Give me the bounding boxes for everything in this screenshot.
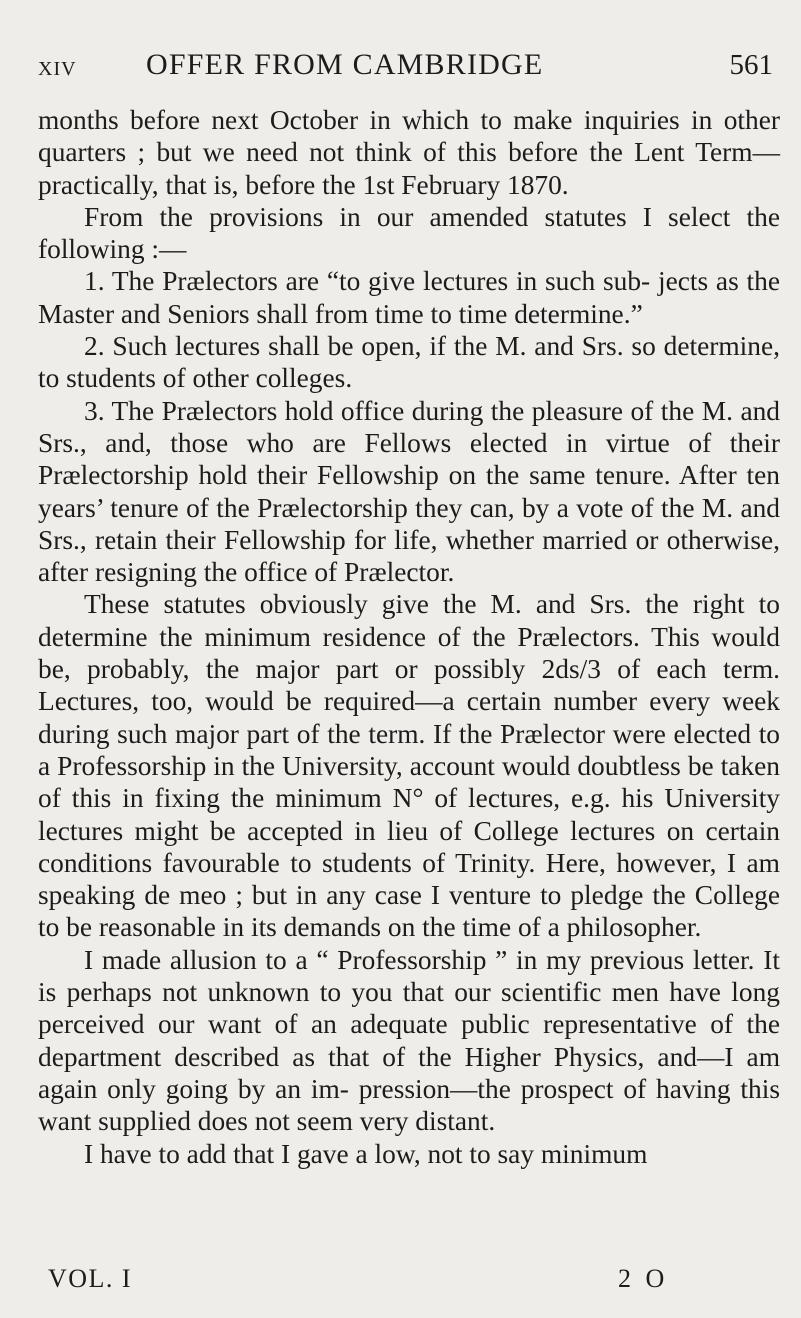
paragraph-professorship: I made allusion to a “ Professorship ” in my previous letter. It is perhaps not unknown to you that our scientific men have long perceived our want of an adequate public representative of the department described as that of the Higher Physics, and—I am again only going by an im- pression—the prospect of having this want supplied does not seem very distant. (38, 944, 780, 1137)
paragraph-statute-1: 1. The Prælectors are “to give lectures in such sub- jects as the Master and Seniors shall from time to time determine.” (38, 266, 780, 329)
chapter-number: XIV (38, 58, 77, 80)
paragraph-statutes-intro: From the provisions in our amended statutes I select the following :— (38, 201, 780, 265)
paragraph-residence: These statutes obviously give the M. and Srs. the right to determine the minimum residence of the Prælectors. This would be, probably, the major part or possibly 2ds/3 of each term. Lectures, too, would be required—a certain number every week during such major part of the term. If the Prælector were elected to a Professorship in the University, account would doubtless be taken of this in fixing the minimum N° of lectures, e.g. his University lectures might be accepted in lieu of College lectures on certain conditions favourable to students of Trinity. Here, however, I am speaking de meo ; but in any case I venture to pledge the College to be reasonable in its demands on the time of a philosopher. (38, 589, 780, 943)
page-number: 561 (729, 49, 773, 81)
running-head (38, 44, 773, 84)
body-text (38, 104, 780, 1170)
page-footer (38, 1264, 771, 1298)
paragraph-statute-2: 2. Such lectures shall be open, if the M. and Srs. so determine, to students of other colleges. (38, 331, 780, 394)
running-title: OFFER FROM CAMBRIDGE (146, 48, 544, 81)
signature-mark: 2 O (618, 1264, 669, 1293)
paragraph-continuation: months before next October in which to make inquiries in other quarters ; but we need not think of this before the Lent Term—practically, that is, before the 1st February 1870. (38, 105, 780, 200)
volume-signature: VOL. I (48, 1264, 133, 1293)
paragraph-statute-3: 3. The Prælectors hold office during the pleasure of the M. and Srs., and, those who are Fellows elected in virtue of their Prælectorship hold their Fellowship on the same tenure. After ten years’ tenure of the Prælectorship they can, by a vote of the M. and Srs., retain their Fellowship for life, whether married or otherwise, after resigning the office of Prælector. (38, 395, 780, 588)
paragraph-closing: I have to add that I gave a low, not to say minimum (84, 1138, 648, 1169)
